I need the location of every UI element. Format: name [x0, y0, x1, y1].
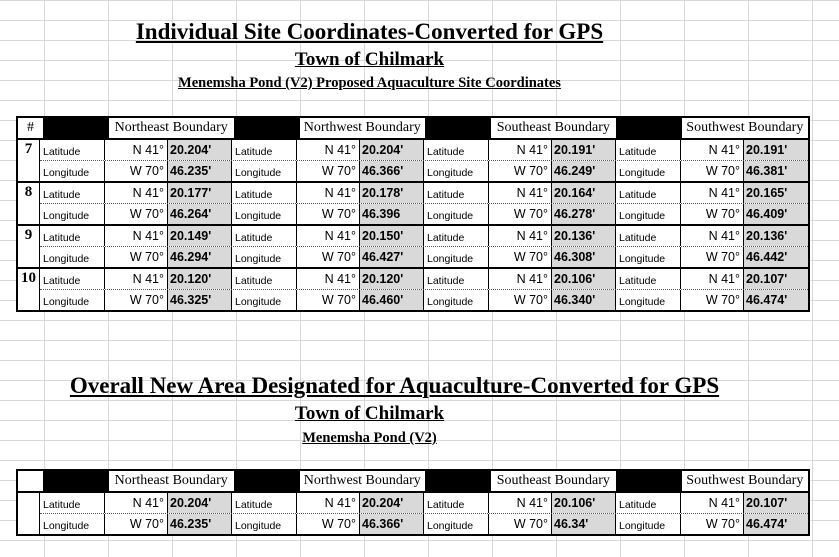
longitude-row	[40, 290, 808, 310]
minutes-cell: 20.165'	[744, 183, 808, 203]
minutes-cell: 20.106'	[552, 269, 616, 289]
minutes-cell: 46.294'	[168, 247, 232, 267]
header-black-cell	[617, 118, 682, 138]
minutes-cell: 46.249'	[552, 161, 616, 181]
degrees-cell: W 70°	[297, 514, 360, 534]
site-rows	[40, 140, 808, 181]
minutes-cell: 20.107'	[744, 493, 808, 513]
latitude-label: Latitude	[616, 269, 681, 289]
latitude-label: Latitude	[424, 226, 489, 246]
minutes-cell: 46.235'	[168, 514, 232, 534]
section1-title: Individual Site Coordinates-Converted for GPS	[135, 19, 604, 44]
minutes-cell: 46.474'	[744, 290, 808, 310]
degrees-cell: W 70°	[681, 204, 744, 224]
latitude-label: Latitude	[40, 226, 105, 246]
degrees-cell: N 41°	[681, 493, 744, 513]
latitude-label: Latitude	[232, 226, 297, 246]
degrees-cell: W 70°	[681, 161, 744, 181]
minutes-cell: 46.442'	[744, 247, 808, 267]
header-row	[18, 118, 808, 140]
degrees-cell: N 41°	[105, 269, 168, 289]
longitude-label: Longitude	[232, 514, 297, 534]
degrees-cell: W 70°	[489, 290, 552, 310]
minutes-cell: 46.340'	[552, 290, 616, 310]
minutes-cell: 46.235'	[168, 161, 232, 181]
latitude-row	[40, 183, 808, 204]
boundary-header: Southwest Boundary	[686, 120, 804, 135]
degrees-cell: W 70°	[681, 290, 744, 310]
degrees-cell: N 41°	[105, 140, 168, 160]
degrees-cell: N 41°	[489, 493, 552, 513]
degrees-cell: N 41°	[105, 226, 168, 246]
latitude-label: Latitude	[232, 493, 297, 513]
boundary-header: Southeast Boundary	[491, 471, 617, 491]
degrees-cell: W 70°	[489, 161, 552, 181]
longitude-label: Longitude	[232, 161, 297, 181]
minutes-cell: 20.204'	[360, 493, 424, 513]
minutes-cell: 46.264'	[168, 204, 232, 224]
longitude-label: Longitude	[424, 161, 489, 181]
degrees-cell: N 41°	[489, 269, 552, 289]
latitude-label: Latitude	[424, 140, 489, 160]
site-rows	[40, 493, 808, 534]
header-row	[18, 471, 808, 493]
boundary-header: Southeast Boundary	[491, 118, 617, 138]
degrees-cell: W 70°	[681, 247, 744, 267]
degrees-cell: N 41°	[297, 493, 360, 513]
longitude-label: Longitude	[40, 204, 105, 224]
header-black-cell	[617, 471, 682, 491]
minutes-cell: 46.409'	[744, 204, 808, 224]
longitude-label: Longitude	[424, 247, 489, 267]
section2-title: Overall New Area Designated for Aquaculture-Converted for GPS	[69, 373, 720, 398]
degrees-cell: W 70°	[297, 161, 360, 181]
section1-subtitle: Menemsha Pond (V2) Proposed Aquaculture Site Coordinates	[178, 75, 561, 91]
latitude-label: Latitude	[424, 269, 489, 289]
degrees-cell: W 70°	[297, 290, 360, 310]
section1-town: Town of Chilmark	[294, 49, 445, 70]
longitude-label: Longitude	[616, 204, 681, 224]
minutes-cell: 20.120'	[360, 269, 424, 289]
longitude-label: Longitude	[424, 290, 489, 310]
header-black-cell	[426, 118, 491, 138]
minutes-cell: 46.278'	[552, 204, 616, 224]
site-rows	[40, 183, 808, 224]
minutes-cell: 46.396	[360, 204, 424, 224]
latitude-label: Latitude	[616, 140, 681, 160]
degrees-cell: W 70°	[105, 161, 168, 181]
header-black-cell	[44, 118, 109, 138]
minutes-cell: 20.177'	[168, 183, 232, 203]
longitude-row	[40, 514, 808, 534]
latitude-label: Latitude	[232, 140, 297, 160]
site-number: 9	[18, 226, 40, 267]
longitude-label: Longitude	[616, 514, 681, 534]
minutes-cell: 20.204'	[360, 140, 424, 160]
minutes-cell: 46.366'	[360, 161, 424, 181]
longitude-label: Longitude	[424, 514, 489, 534]
degrees-cell: W 70°	[489, 204, 552, 224]
degrees-cell: W 70°	[489, 247, 552, 267]
overall-area-table	[16, 469, 810, 536]
header-black-cell	[235, 471, 300, 491]
longitude-label: Longitude	[40, 161, 105, 181]
site-group	[18, 140, 808, 183]
longitude-label: Longitude	[232, 247, 297, 267]
degrees-cell: W 70°	[105, 290, 168, 310]
latitude-label: Latitude	[424, 183, 489, 203]
longitude-row	[40, 161, 808, 181]
header-black-cell	[426, 471, 491, 491]
minutes-cell: 46.308'	[552, 247, 616, 267]
longitude-label: Longitude	[424, 204, 489, 224]
minutes-cell: 46.460'	[360, 290, 424, 310]
latitude-row	[40, 140, 808, 161]
latitude-label: Latitude	[616, 183, 681, 203]
minutes-cell: 46.474'	[744, 514, 808, 534]
site-group	[18, 269, 808, 310]
header-black-cell	[235, 118, 300, 138]
latitude-label: Latitude	[40, 140, 105, 160]
longitude-label: Longitude	[40, 247, 105, 267]
site-number: 10	[18, 269, 40, 310]
minutes-cell: 46.325'	[168, 290, 232, 310]
degrees-cell: N 41°	[297, 226, 360, 246]
boundary-header: Northwest Boundary	[300, 118, 426, 138]
section2-subtitle: Menemsha Pond (V2)	[302, 430, 437, 446]
minutes-cell: 46.34'	[552, 514, 616, 534]
degrees-cell: N 41°	[297, 140, 360, 160]
latitude-label: Latitude	[40, 183, 105, 203]
degrees-cell: W 70°	[297, 204, 360, 224]
minutes-cell: 20.149'	[168, 226, 232, 246]
degrees-cell: N 41°	[489, 226, 552, 246]
longitude-label: Longitude	[232, 290, 297, 310]
degrees-cell: N 41°	[681, 269, 744, 289]
header-black-cell	[44, 471, 109, 491]
site-number: 7	[18, 140, 40, 181]
site-group	[18, 226, 808, 269]
degrees-cell: W 70°	[681, 514, 744, 534]
minutes-cell: 20.136'	[552, 226, 616, 246]
latitude-label: Latitude	[616, 493, 681, 513]
number-header: #	[18, 118, 44, 138]
number-header	[18, 471, 44, 491]
site-number	[18, 493, 40, 534]
site-number: 8	[18, 183, 40, 224]
boundary-header: Northwest Boundary	[300, 471, 426, 491]
minutes-cell: 20.164'	[552, 183, 616, 203]
degrees-cell: N 41°	[681, 183, 744, 203]
minutes-cell: 20.106'	[552, 493, 616, 513]
degrees-cell: N 41°	[105, 493, 168, 513]
degrees-cell: N 41°	[105, 183, 168, 203]
latitude-row	[40, 269, 808, 290]
latitude-label: Latitude	[232, 183, 297, 203]
latitude-label: Latitude	[40, 493, 105, 513]
longitude-row	[40, 247, 808, 267]
degrees-cell: W 70°	[297, 247, 360, 267]
degrees-cell: W 70°	[105, 514, 168, 534]
minutes-cell: 20.191'	[552, 140, 616, 160]
longitude-label: Longitude	[616, 290, 681, 310]
latitude-label: Latitude	[616, 226, 681, 246]
degrees-cell: N 41°	[681, 140, 744, 160]
longitude-row	[40, 204, 808, 224]
minutes-cell: 46.366'	[360, 514, 424, 534]
latitude-label: Latitude	[424, 493, 489, 513]
degrees-cell: N 41°	[297, 183, 360, 203]
latitude-row	[40, 226, 808, 247]
degrees-cell: N 41°	[297, 269, 360, 289]
minutes-cell: 46.381'	[744, 161, 808, 181]
site-group	[18, 493, 808, 534]
longitude-label: Longitude	[40, 514, 105, 534]
minutes-cell: 20.150'	[360, 226, 424, 246]
latitude-label: Latitude	[232, 269, 297, 289]
minutes-cell: 20.107'	[744, 269, 808, 289]
degrees-cell: W 70°	[105, 204, 168, 224]
degrees-cell: N 41°	[489, 183, 552, 203]
minutes-cell: 20.204'	[168, 140, 232, 160]
boundary-header: Northeast Boundary	[109, 471, 235, 491]
site-rows	[40, 269, 808, 310]
minutes-cell: 20.120'	[168, 269, 232, 289]
degrees-cell: N 41°	[681, 226, 744, 246]
latitude-row	[40, 493, 808, 514]
minutes-cell: 20.204'	[168, 493, 232, 513]
boundary-header: Northeast Boundary	[109, 118, 235, 138]
latitude-label: Latitude	[40, 269, 105, 289]
site-rows	[40, 226, 808, 267]
section2-town: Town of Chilmark	[294, 403, 445, 424]
longitude-label: Longitude	[40, 290, 105, 310]
longitude-label: Longitude	[616, 247, 681, 267]
longitude-label: Longitude	[616, 161, 681, 181]
degrees-cell: W 70°	[489, 514, 552, 534]
longitude-label: Longitude	[232, 204, 297, 224]
degrees-cell: W 70°	[105, 247, 168, 267]
minutes-cell: 46.427'	[360, 247, 424, 267]
minutes-cell: 20.136'	[744, 226, 808, 246]
minutes-cell: 20.191'	[744, 140, 808, 160]
boundary-header: Southwest Boundary	[686, 473, 804, 488]
site-coordinates-table	[16, 116, 810, 312]
site-group	[18, 183, 808, 226]
degrees-cell: N 41°	[489, 140, 552, 160]
minutes-cell: 20.178'	[360, 183, 424, 203]
